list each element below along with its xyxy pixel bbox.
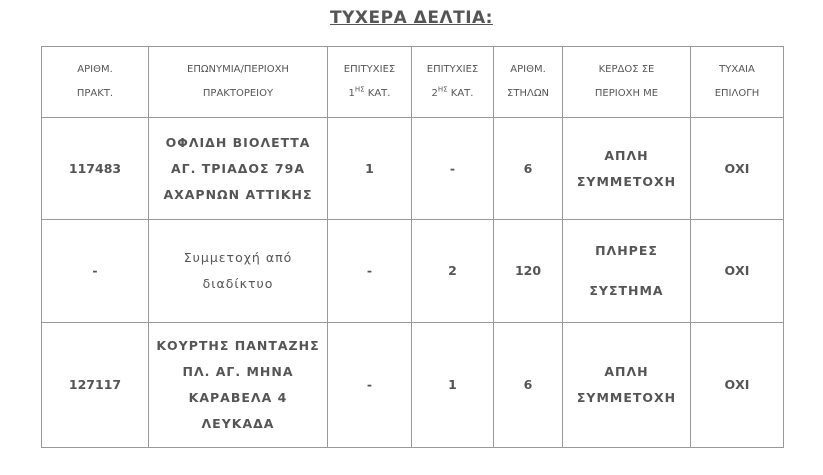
header-wins-category-1: ΕΠΙΤΥΧΙΕΣ $1^{H\Sigma}$ ΚΑΤ. [328, 47, 412, 118]
header-winnings-type: ΚΕΡΔΟΣ ΣΕ ΠΕΡΙΟΧΗ ΜΕ [563, 47, 691, 118]
wins-category-1-cell: - [328, 220, 412, 323]
columns-count-cell: 120 [494, 220, 563, 323]
table-header-row [42, 47, 784, 118]
columns-count-cell: 6 [494, 118, 563, 220]
agency-number-cell: 117483 [42, 118, 149, 220]
wins-category-2-cell: 2 [412, 220, 494, 323]
agency-name-cell: ΟΦΛΙΔΗ ΒΙΟΛΕΤΤΑ ΑΓ. ΤΡΙΑΔΟΣ 79Α ΑΧΑΡΝΩΝ ΑΤΤΙΚΗΣ [149, 118, 328, 220]
table-row [42, 220, 784, 323]
header-wins-category-2: ΕΠΙΤΥΧΙΕΣ $2^{H\Sigma}$ ΚΑΤ. [412, 47, 494, 118]
header-random-pick: ΤΥΧΑΙΑ ΕΠΙΛΟΓΗ [691, 47, 784, 118]
header-agency-number: ΑΡΙΘΜ. ΠΡΑΚΤ. [42, 47, 149, 118]
agency-number-cell: - [42, 220, 149, 323]
winnings-type-cell: ΑΠΛΗ ΣΥΜΜΕΤΟΧΗ [563, 118, 691, 220]
header-columns-count: ΑΡΙΘΜ. ΣΤΗΛΩΝ [494, 47, 563, 118]
columns-count-cell: 6 [494, 323, 563, 448]
table-row [42, 118, 784, 220]
winnings-type-cell: ΑΠΛΗ ΣΥΜΜΕΤΟΧΗ [563, 323, 691, 448]
lucky-tickets-table [41, 46, 784, 448]
winnings-type-cell: ΠΛΗΡΕΣ ΣΥΣΤΗΜΑ [563, 220, 691, 323]
wins-category-2-cell: 1 [412, 323, 494, 448]
header-agency-name: ΕΠΩΝΥΜΙΑ/ΠΕΡΙΟΧΗ ΠΡΑΚΤΟΡΕΙΟΥ [149, 47, 328, 118]
page-title: ΤΥΧΕΡΑ ΔΕΛΤΙΑ: [330, 8, 493, 28]
table-row [42, 323, 784, 448]
agency-name-cell: Συμμετοχή από διαδίκτυο [149, 220, 328, 323]
agency-name-cell: ΚΟΥΡΤΗΣ ΠΑΝΤΑΖΗΣ ΠΛ. ΑΓ. ΜΗΝΑ ΚΑΡΑΒΕΛΑ 4 ΛΕΥΚΑΔΑ [149, 323, 328, 448]
wins-category-2-cell: - [412, 118, 494, 220]
agency-number-cell: 127117 [42, 323, 149, 448]
wins-category-1-cell: - [328, 323, 412, 448]
wins-category-1-cell: 1 [328, 118, 412, 220]
random-pick-cell: ΟΧΙ [691, 118, 784, 220]
random-pick-cell: ΟΧΙ [691, 323, 784, 448]
random-pick-cell: ΟΧΙ [691, 220, 784, 323]
